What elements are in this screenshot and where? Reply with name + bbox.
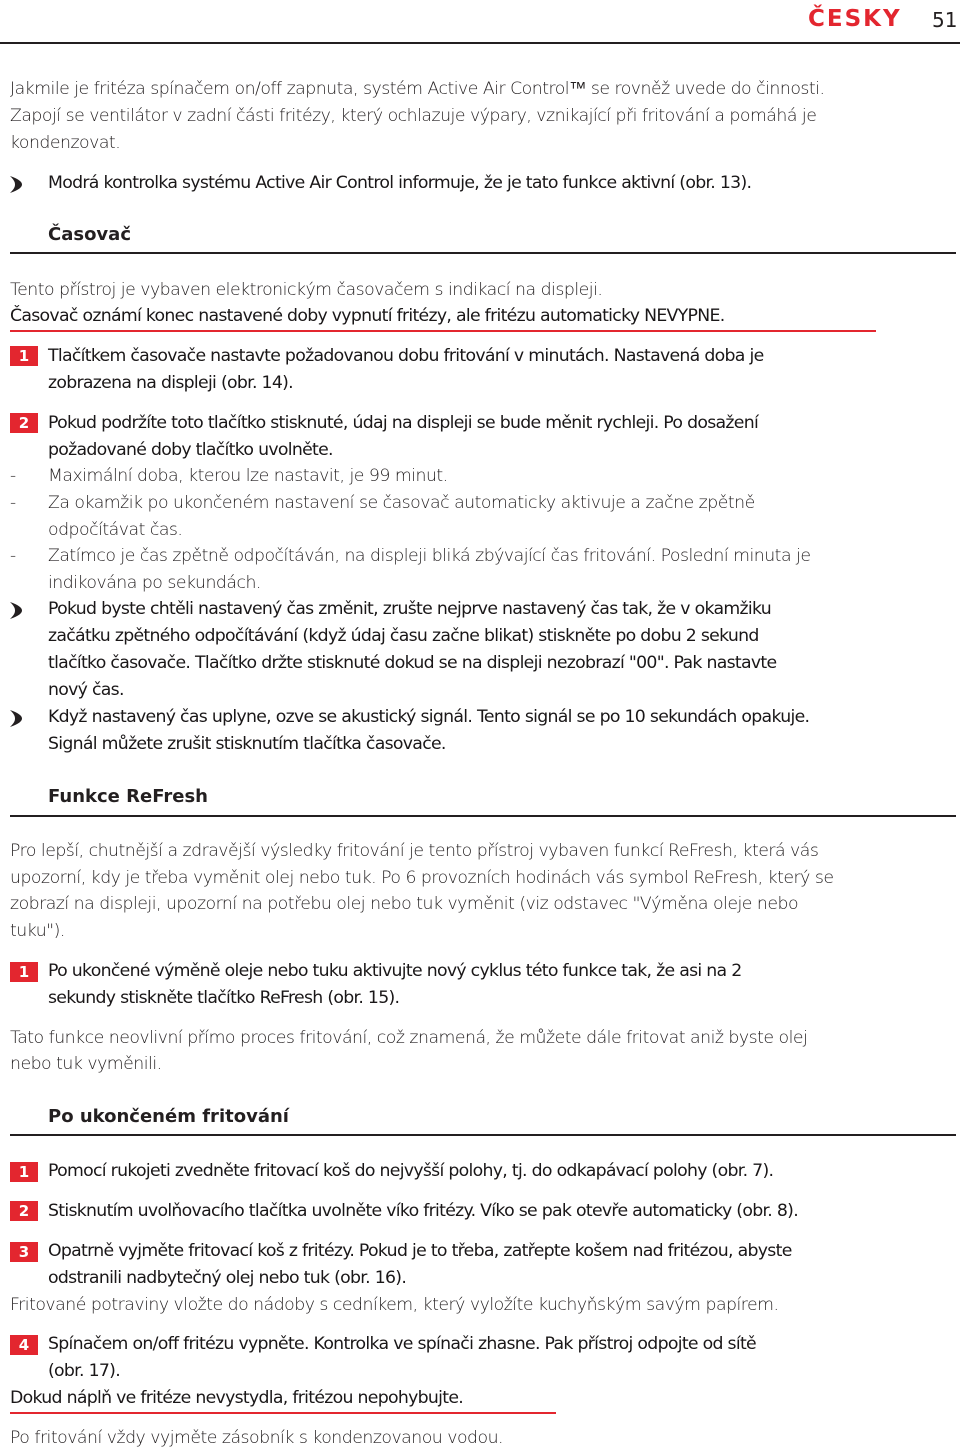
after-note: Fritované potraviny vložte do nádoby s cedníkem, který vyložíte kuchyňským savým papírem. xyxy=(10,1295,779,1315)
refresh-para: Pro lepší, chutnější a zdravější výsledky fritování je tento přístroj vybaven funkcí ReFresh, která vás xyxy=(10,841,819,861)
language-label: ČESKY xyxy=(808,6,902,32)
refresh-para: tuku"). xyxy=(10,921,65,941)
bullet-text: Signál můžete zrušit stisknutím tlačítka časovače. xyxy=(48,734,446,754)
red-underline xyxy=(10,1412,556,1414)
bullet-text: začátku zpětného odpočítávání (když údaj času začne blikat) stiskněte po dobu 2 sekund xyxy=(48,626,759,646)
section-rule xyxy=(10,1134,956,1136)
refresh-note: Tato funkce neovlivní přímo proces fritování, což znamená, že můžete dále fritovat aniž byste olej xyxy=(10,1028,808,1048)
step-number: 1 xyxy=(10,346,38,366)
step-text: Tlačítkem časovače nastavte požadovanou dobu fritování v minutách. Nastavená doba je xyxy=(48,346,764,366)
step-number: 1 xyxy=(10,962,38,982)
step-text: požadované doby tlačítko uvolněte. xyxy=(48,440,333,460)
step-number: 2 xyxy=(10,1201,38,1221)
section-rule xyxy=(10,252,956,254)
step-text: Pokud podržíte toto tlačítko stisknuté, údaj na displeji se bude měnit rychleji. Po dosažení xyxy=(48,413,759,433)
step-text: odstranili nadbytečný olej nebo tuk (obr. 16). xyxy=(48,1268,407,1288)
dash-item: indikována po sekundách. xyxy=(48,573,261,593)
warning-text: Dokud náplň ve fritéze nevystydla, fritézou nepohybujte. xyxy=(10,1388,464,1408)
refresh-para: zobrazí na displeji, upozorní na potřebu olej nebo tuk vyměnit (viz odstavec "Výměna oleje nebo xyxy=(10,894,799,914)
intro-line: kondenzovat. xyxy=(10,133,121,153)
dash-item: Za okamžik po ukončeném nastavení se časovač automaticky aktivuje a začne zpětně xyxy=(48,493,755,513)
step-text: Pomocí rukojeti zvedněte fritovací koš do nejvyšší polohy, tj. do odkapávací polohy (obr. 7). xyxy=(48,1161,774,1181)
dash-marker: - xyxy=(10,466,17,486)
bullet-text: Modrá kontrolka systému Active Air Control informuje, že je tato funkce aktivní (obr. 13). xyxy=(48,173,752,193)
timer-para: Tento přístroj je vybaven elektronickým časovačem s indikací na displeji. xyxy=(10,280,603,300)
bullet-icon xyxy=(10,710,22,727)
step-number: 1 xyxy=(10,1162,38,1182)
bullet-text: nový čas. xyxy=(48,680,124,700)
bullet-text: tlačítko časovače. Tlačítko držte stisknuté dokud se na displeji nezobrazí "00". Pak nastavte xyxy=(48,653,777,673)
timer-para-highlight: Časovač oznámí konec nastavené doby vypnutí fritézy, ale fritézu automaticky NEVYPNE. xyxy=(10,306,725,326)
section-rule xyxy=(10,815,956,817)
after-note: Po fritování vždy vyjměte zásobník s kondenzovanou vodou. xyxy=(10,1428,504,1448)
step-number: 2 xyxy=(10,413,38,433)
step-text: sekundy stiskněte tlačítko ReFresh (obr. 15). xyxy=(48,988,400,1008)
bullet-text: Pokud byste chtěli nastavený čas změnit, zrušte nejprve nastavený čas tak, že v okamžiku xyxy=(48,599,771,619)
step-text: Stisknutím uvolňovacího tlačítka uvolněte víko fritézy. Víko se pak otevře automaticky (obr. 8). xyxy=(48,1201,799,1221)
step-number: 3 xyxy=(10,1242,38,1262)
section-heading-timer: Časovač xyxy=(48,224,131,245)
dash-item: odpočítávat čas. xyxy=(48,520,183,540)
bullet-icon xyxy=(10,176,22,193)
step-text: zobrazena na displeji (obr. 14). xyxy=(48,373,293,393)
red-underline xyxy=(10,330,876,332)
intro-line: Zapojí se ventilátor v zadní části fritézy, který ochlazuje výpary, vznikající při fritování a pomáhá je xyxy=(10,106,817,126)
dash-marker: - xyxy=(10,493,17,513)
step-text: Opatrně vyjměte fritovací koš z fritézy. Pokud je to třeba, zatřepte košem nad fritézou, abyste xyxy=(48,1241,792,1261)
step-text: Po ukončené výměně oleje nebo tuku aktivujte nový cyklus této funkce tak, že asi na 2 xyxy=(48,961,742,981)
dash-item: Zatímco je čas zpětně odpočítáván, na displeji bliká zbývající čas fritování. Poslední minuta je xyxy=(48,546,811,566)
page-number: 51 xyxy=(932,8,958,32)
dash-marker: - xyxy=(10,546,17,566)
intro-line: Jakmile je fritéza spínačem on/off zapnuta, systém Active Air Control™ se rovněž uvede do činnosti. xyxy=(10,79,825,99)
refresh-para: upozorní, kdy je třeba vyměnit olej nebo tuk. Po 6 provozních hodinách vás symbol ReFresh, který se xyxy=(10,868,834,888)
bullet-icon xyxy=(10,602,22,619)
dash-item: Maximální doba, kterou lze nastavit, je 99 minut. xyxy=(48,466,448,486)
section-heading-refresh: Funkce ReFresh xyxy=(48,786,208,807)
step-text: (obr. 17). xyxy=(48,1361,121,1381)
refresh-note: nebo tuk vyměnili. xyxy=(10,1054,162,1074)
section-heading-after-frying: Po ukončeném fritování xyxy=(48,1106,289,1127)
step-text: Spínačem on/off fritézu vypněte. Kontrolka ve spínači zhasne. Pak přístroj odpojte od sítě xyxy=(48,1334,756,1354)
step-number: 4 xyxy=(10,1335,38,1355)
bullet-text: Když nastavený čas uplyne, ozve se akustický signál. Tento signál se po 10 sekundách opakuje. xyxy=(48,707,810,727)
header-rule xyxy=(0,42,960,44)
